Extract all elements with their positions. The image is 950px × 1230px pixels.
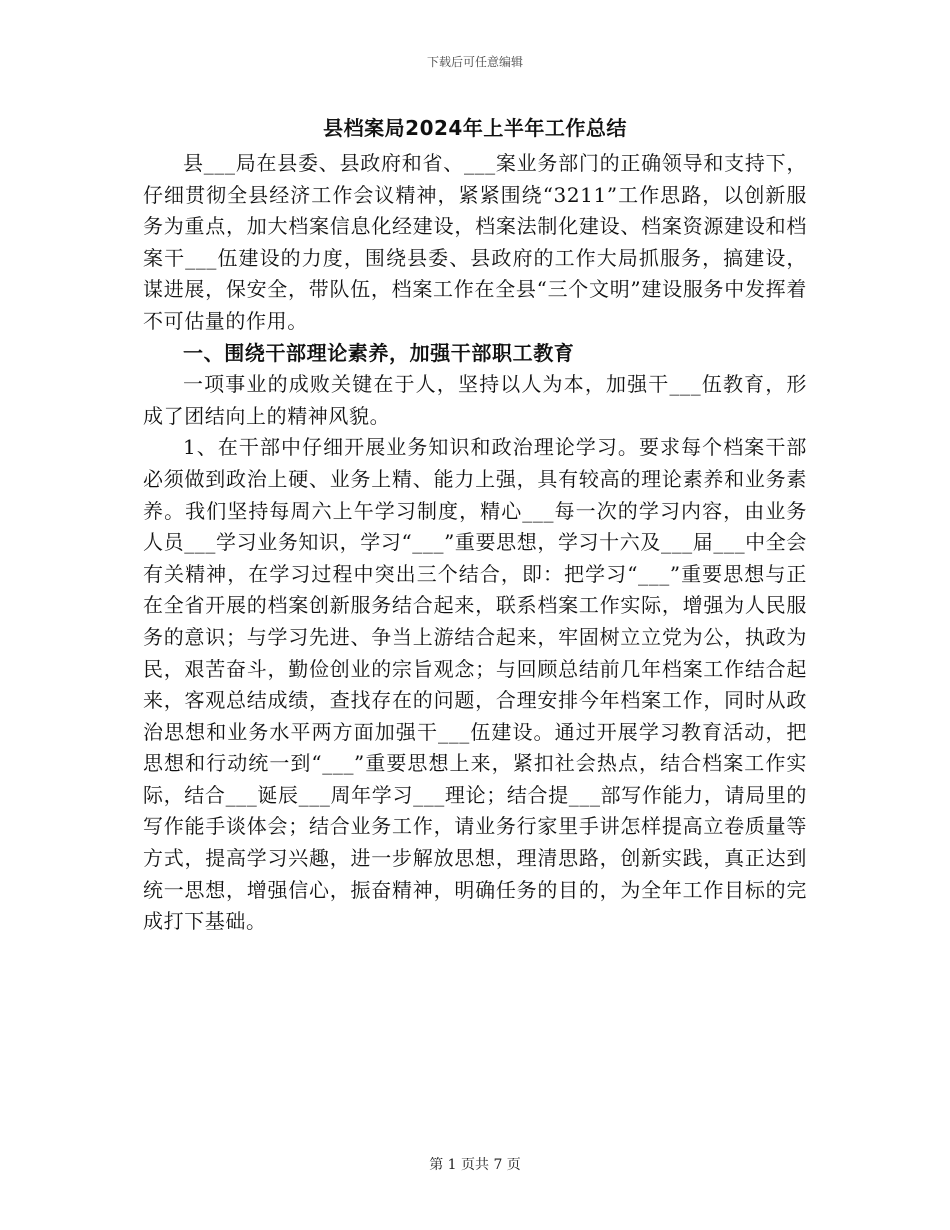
section-intro-paragraph: 一项事业的成败关键在于人，坚持以人为本，加强干___伍教育，形成了团结向上的精神风貌。 (143, 372, 807, 428)
page-number: 第 1 页共 7 页 (429, 1157, 521, 1173)
document-body (143, 148, 807, 938)
intro-paragraph: 县___局在县委、县政府和省、___案业务部门的正确领导和支持下，仔细贯彻全县经济工作会议精神，紧紧围绕“3211”工作思路，以创新服务为重点，加大档案信息化经建设，档案法制化建设、档案资源建设和档案干___伍建设的力度，围绕县委、县政府的工作大局抓服务，搞建设，谋进展，保安全，带队伍，档案工作在全县“三个文明”建设服务中发挥着不可估量的作用。 (143, 151, 807, 333)
header-note: 下载后可任意编辑 (426, 55, 523, 69)
document-title: 县档案局2024年上半年工作总结 (323, 116, 627, 140)
study-paragraph: 1、在干部中仔细开展业务知识和政治理论学习。要求每个档案干部必须做到政治上硬、业务上精、能力上强，具有较高的理论素养和业务素养。我们坚持每周六上午学习制度，精心___每一次的学习内容，由业务人员___学习业务知识，学习“___”重要思想，学习十六及___届___中全会有关精神，在学习过程中突出三个结合，即：把学习“___”重要思想与正在全省开展的档案创新服务结合起来，联系档案工作实际，增强为人民服务的意识；与学习先进、争当上游结合起来，牢固树立立党为公，执政为民，艰苦奋斗，勤俭创业的宗旨观念；与回顾总结前几年档案工作结合起来，客观总结成绩，查找存在的问题，合理安排今年档案工作，同时从政治思想和业务水平两方面加强干___伍建设。通过开展学习教育活动，把思想和行动统一到“___”重要思想上来，紧扣社会热点，结合档案工作实际，结合___诞辰___周年学习___理论；结合提___部写作能力，请局里的写作能手谈体会；结合业务工作，请业务行家里手讲怎样提高立卷质量等方式，提高学习兴趣，进一步解放思想，理清思路，创新实践，真正达到统一思想，增强信心，振奋精神，明确任务的目的，为全年工作目标的完成打下基础。 (143, 435, 807, 934)
section-heading: 一、围绕干部理论素养，加强干部职工教育 (183, 340, 575, 365)
